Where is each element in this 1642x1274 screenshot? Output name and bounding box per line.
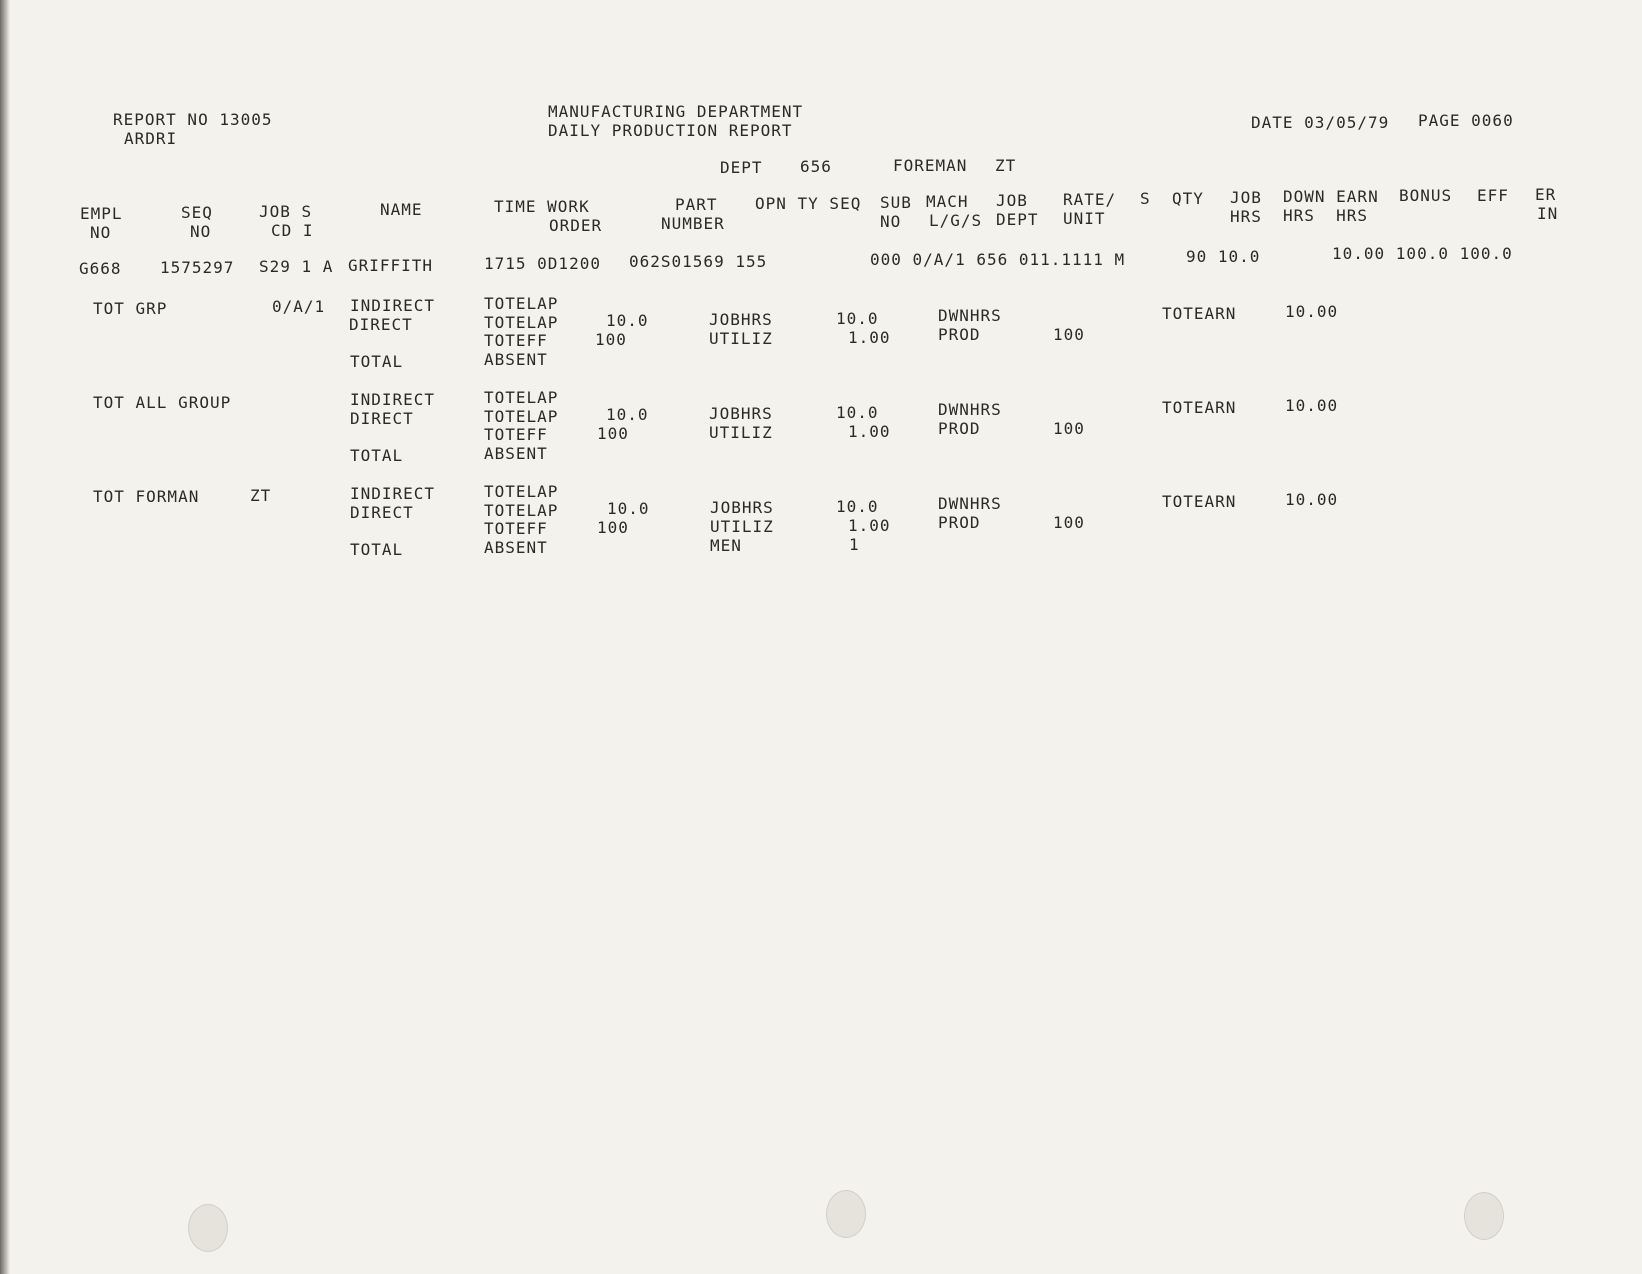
punch-hole	[826, 1190, 866, 1238]
employee-name-cell: GRIFFITH	[348, 256, 434, 275]
col-mach: MACH	[926, 192, 969, 211]
report-page-number: PAGE 0060	[1418, 111, 1514, 130]
dwnhrs-label: DWNHRS	[938, 306, 1002, 325]
foreman-label: FOREMAN	[893, 156, 968, 175]
time-work-order-cell: 1715 0D1200	[484, 254, 601, 273]
col-job: JOB	[996, 191, 1028, 210]
utiliz-value: 1.00	[848, 422, 891, 441]
col-mach-lgs: L/G/S	[929, 211, 983, 230]
col-order: ORDER	[549, 216, 603, 235]
summary-label: TOT ALL GROUP	[93, 393, 232, 412]
toteff-value: 100	[595, 330, 627, 349]
totelap-label: TOTELAP	[484, 482, 559, 501]
toteff-label: TOTEFF	[484, 331, 548, 350]
dwnhrs-label: DWNHRS	[938, 494, 1002, 513]
indirect-label: INDIRECT	[350, 484, 436, 503]
dept-value: 656	[800, 157, 832, 176]
totearn-value: 10.00	[1285, 302, 1339, 321]
prod-label: PROD	[938, 419, 981, 438]
col-er-in: IN	[1537, 204, 1559, 223]
direct-label: DIRECT	[349, 315, 413, 334]
col-job-dept: DEPT	[996, 210, 1039, 229]
summary-code: 0/A/1	[272, 297, 326, 316]
total-label: TOTAL	[350, 540, 404, 559]
jobhrs-label: JOBHRS	[709, 404, 773, 423]
col-sub-no: NO	[880, 212, 902, 231]
foreman-value: ZT	[995, 156, 1017, 175]
prod-value: 100	[1053, 325, 1085, 344]
total-label: TOTAL	[350, 446, 404, 465]
jobhrs-label: JOBHRS	[709, 310, 773, 329]
col-opn-ty-seq: OPN TY SEQ	[755, 194, 862, 213]
men-label: MEN	[710, 536, 742, 555]
col-er: ER	[1535, 185, 1557, 204]
punch-hole	[188, 1204, 228, 1252]
totelap-label: TOTELAP	[484, 294, 559, 313]
col-job-hrs-2: HRS	[1230, 207, 1262, 226]
col-bonus: BONUS	[1399, 186, 1453, 205]
jobhrs-value: 10.0	[836, 497, 879, 516]
toteff-value: 100	[597, 518, 629, 537]
utiliz-value: 1.00	[848, 328, 891, 347]
totearn-label: TOTEARN	[1162, 492, 1237, 511]
col-rate-unit: UNIT	[1063, 209, 1106, 228]
totearn-value: 10.00	[1285, 396, 1339, 415]
summary-label: TOT FORMAN	[93, 487, 200, 506]
totearn-value: 10.00	[1285, 490, 1339, 509]
col-eff: EFF	[1477, 186, 1509, 205]
earn-bonus-eff-cell: 10.00 100.0 100.0	[1332, 244, 1513, 263]
jobhrs-value: 10.0	[836, 403, 879, 422]
indirect-label: INDIRECT	[350, 390, 436, 409]
col-part: PART	[675, 195, 718, 214]
col-cd-i: CD I	[271, 221, 314, 240]
seq-no-cell: 1575297	[160, 258, 235, 277]
total-label: TOTAL	[350, 352, 404, 371]
toteff-label: TOTEFF	[484, 425, 548, 444]
toteff-label: TOTEFF	[484, 519, 548, 538]
dwnhrs-label: DWNHRS	[938, 400, 1002, 419]
col-job-hrs: JOB	[1230, 188, 1262, 207]
totelap-label-2: TOTELAP	[484, 501, 559, 520]
col-sub: SUB	[880, 193, 912, 212]
utiliz-label: UTILIZ	[709, 329, 773, 348]
totelap-label-2: TOTELAP	[484, 407, 559, 426]
col-qty: QTY	[1172, 189, 1204, 208]
direct-label: DIRECT	[350, 409, 414, 428]
col-seq-no: NO	[190, 222, 212, 241]
report-title: DAILY PRODUCTION REPORT	[548, 121, 793, 140]
totelap-label: TOTELAP	[484, 388, 559, 407]
col-empl-no: NO	[90, 223, 112, 242]
summary-label: TOT GRP	[93, 299, 168, 318]
totelap-value: 10.0	[606, 405, 649, 424]
report-code: ARDRI	[124, 129, 178, 148]
absent-label: ABSENT	[484, 538, 548, 557]
report-department-title: MANUFACTURING DEPARTMENT	[548, 102, 804, 121]
utiliz-label: UTILIZ	[710, 517, 774, 536]
col-time-work: TIME WORK	[494, 197, 590, 216]
totelap-value: 10.0	[607, 499, 650, 518]
absent-label: ABSENT	[484, 350, 548, 369]
utiliz-value: 1.00	[848, 516, 891, 535]
prod-label: PROD	[938, 513, 981, 532]
col-job-s: JOB S	[259, 202, 313, 221]
col-down-earn-hrs: HRS HRS	[1283, 206, 1369, 225]
prod-value: 100	[1053, 513, 1085, 532]
totelap-label-2: TOTELAP	[484, 313, 559, 332]
col-part-number: NUMBER	[661, 214, 725, 233]
report-number: REPORT NO 13005	[113, 110, 273, 129]
col-s: S	[1140, 189, 1151, 208]
col-name: NAME	[380, 200, 423, 219]
col-seq: SEQ	[181, 203, 213, 222]
direct-label: DIRECT	[350, 503, 414, 522]
prod-label: PROD	[938, 325, 981, 344]
job-cd-cell: S29 1 A	[259, 257, 334, 276]
totearn-label: TOTEARN	[1162, 304, 1237, 323]
report-date: DATE 03/05/79	[1251, 113, 1390, 132]
col-down-earn: DOWN EARN	[1283, 187, 1379, 206]
toteff-value: 100	[597, 424, 629, 443]
jobhrs-value: 10.0	[836, 309, 879, 328]
col-rate: RATE/	[1063, 190, 1117, 209]
part-number-cell: 062S01569 155	[629, 252, 768, 271]
qty-hrs-cell: 90 10.0	[1186, 247, 1261, 266]
utiliz-label: UTILIZ	[709, 423, 773, 442]
indirect-label: INDIRECT	[350, 296, 436, 315]
prod-value: 100	[1053, 419, 1085, 438]
empl-no-cell: G668	[79, 259, 122, 278]
col-empl: EMPL	[80, 204, 123, 223]
totearn-label: TOTEARN	[1162, 398, 1237, 417]
totelap-value: 10.0	[606, 311, 649, 330]
absent-label: ABSENT	[484, 444, 548, 463]
dept-label: DEPT	[720, 158, 763, 177]
summary-code: ZT	[250, 486, 272, 505]
men-value: 1	[849, 535, 860, 554]
punch-hole	[1464, 1192, 1504, 1240]
sub-mach-rate-cell: 000 0/A/1 656 011.1111 M	[870, 250, 1126, 269]
jobhrs-label: JOBHRS	[710, 498, 774, 517]
